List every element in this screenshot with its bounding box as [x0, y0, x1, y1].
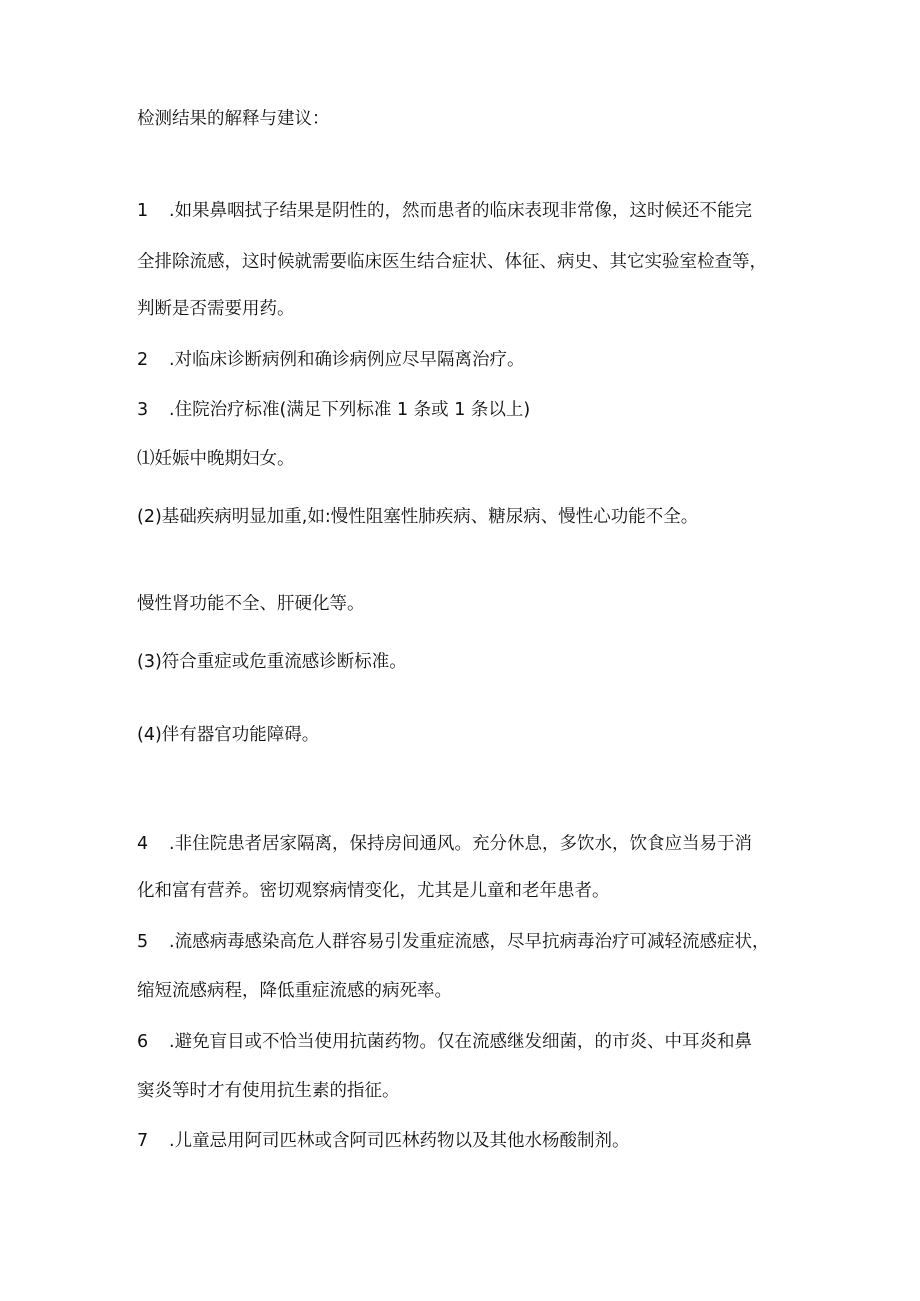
item-3-subitem-3: (3)符合重症或危重流感诊断标准。 [137, 652, 407, 672]
item-3-line-1 [137, 398, 530, 422]
item-2-line-1 [137, 348, 525, 372]
item-4-line-2: 化和富有营养。密切观察病情变化，尤其是儿童和老年患者。 [137, 881, 610, 901]
document-title: 检测结果的解释与建议： [137, 109, 330, 129]
item-1-line-3: 判断是否需要用药。 [137, 299, 295, 319]
item-3-subitem-2-continued: 慢性肾功能不全、肝硬化等。 [137, 594, 365, 614]
item-7-text: .儿童忌用阿司匹林或含阿司匹林药物以及其他水杨酸制剂。 [169, 1131, 630, 1151]
item-5-line-1 [137, 930, 770, 954]
item-3-subitem-1: ⑴妊娠中晚期妇女。 [137, 449, 295, 469]
item-1-text: .如果鼻咽拭子结果是阴性的，然而患者的临床表现非常像，这时候还不能完 [169, 201, 753, 221]
item-6-text: .避免盲目或不恰当使用抗菌药物。仅在流感继发细菌，的市炎、中耳炎和鼻 [169, 1032, 753, 1052]
item-7-line-1 [137, 1129, 630, 1153]
item-4-line-1 [137, 832, 752, 856]
item-3-subitem-4: (4)伴有器官功能障碍。 [137, 725, 320, 745]
item-6-number: 6 [137, 1032, 149, 1052]
item-5-line-2: 缩短流感病程，降低重症流感的病死率。 [137, 981, 452, 1001]
item-5-text: .流感病毒感染高危人群容易引发重症流感，尽早抗病毒治疗可减轻流感症状， [169, 932, 770, 952]
item-5-number: 5 [137, 932, 149, 952]
item-3-number: 3 [137, 400, 149, 420]
item-2-number: 2 [137, 350, 149, 370]
item-1-line-1 [137, 199, 752, 223]
item-1-line-2: 全排除流感，这时候就需要临床医生结合症状、体征、病史、其它实验室检查等， [137, 252, 767, 272]
item-6-line-1 [137, 1030, 752, 1054]
item-3-text: .住院治疗标准(满足下列标准 1 条或 1 条以上) [169, 400, 531, 420]
item-6-line-2: 窦炎等时才有使用抗生素的指征。 [137, 1081, 400, 1101]
item-3-subitem-2: (2)基础疾病明显加重,如:慢性阻塞性肺疾病、糖尿病、慢性心功能不全。 [137, 507, 699, 527]
item-7-number: 7 [137, 1131, 149, 1151]
item-1-number: 1 [137, 201, 149, 221]
item-2-text: .对临床诊断病例和确诊病例应尽早隔离治疗。 [169, 350, 525, 370]
item-4-number: 4 [137, 834, 149, 854]
item-4-text: .非住院患者居家隔离，保持房间通风。充分休息，多饮水，饮食应当易于消 [169, 834, 753, 854]
